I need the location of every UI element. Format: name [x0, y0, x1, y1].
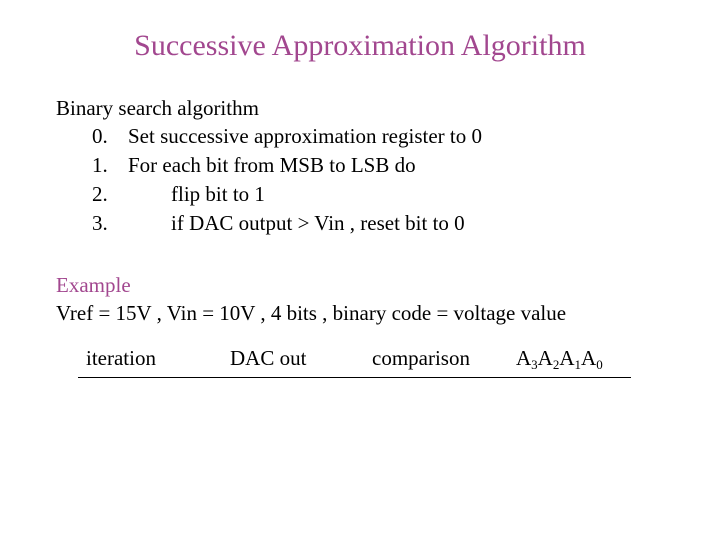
example-heading: Example — [56, 273, 131, 297]
bit-label: $A_3$ — [516, 346, 538, 372]
step-text: flip bit to 1 — [171, 182, 265, 206]
step-text: Set successive approximation register to 0 — [128, 124, 482, 148]
slide-title: Successive Approximation Algorithm — [134, 29, 586, 62]
column-header-comparison: comparison — [372, 346, 470, 370]
algorithm-heading: Binary search algorithm — [56, 96, 259, 120]
bit-label: $A_0$ — [581, 346, 603, 372]
bit-label: $A_1$ — [559, 346, 582, 372]
column-header-dac-out: DAC out — [230, 346, 307, 370]
step-text: if DAC output > Vin , reset bit to 0 — [171, 211, 465, 235]
column-header-iteration: iteration — [86, 346, 156, 370]
table-header-rule — [78, 377, 631, 378]
step-number: 2. — [92, 182, 108, 206]
step-number: 0. — [92, 124, 108, 148]
step-text: For each bit from MSB to LSB do — [128, 153, 416, 177]
example-parameters: Vref = 15V , Vin = 10V , 4 bits , binary code = voltage value — [56, 301, 567, 325]
column-header-bits — [516, 344, 603, 372]
bit-label: $A_2$ — [537, 346, 560, 372]
step-number: 1. — [92, 153, 108, 177]
step-number: 3. — [92, 211, 108, 235]
